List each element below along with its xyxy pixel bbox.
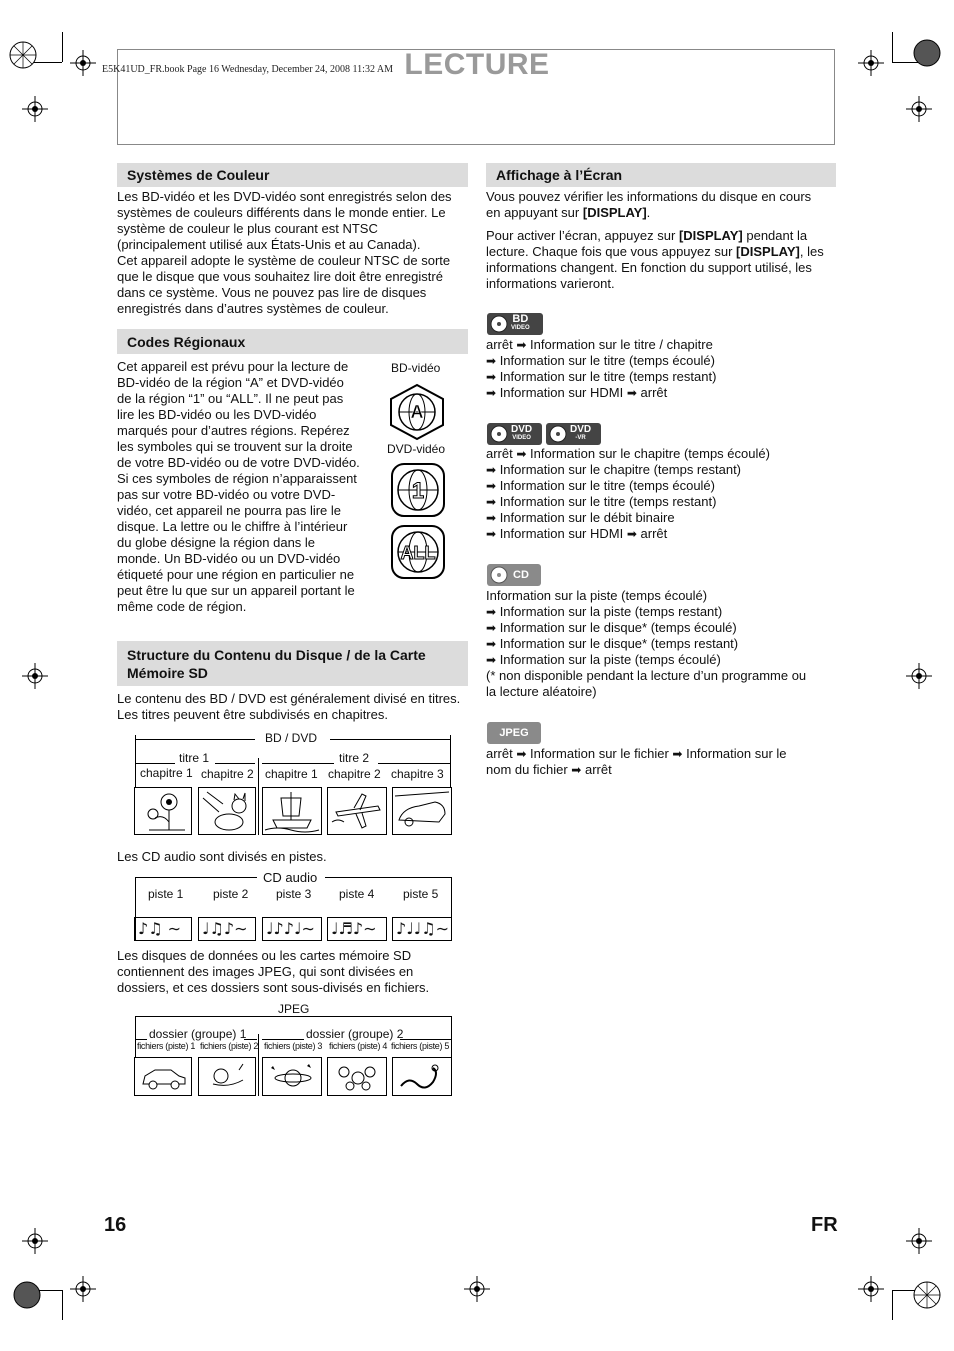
data-disc-intro — [117, 948, 469, 996]
region-1-number: 1 — [411, 478, 425, 503]
text-line: enregistrés dans d’autres systèmes de couleur. — [117, 301, 389, 316]
text-span: en appuyant sur — [486, 205, 583, 220]
text-line: lire les BD-vidéo ou les DVD-vidéo — [117, 407, 317, 422]
text-line — [486, 244, 838, 260]
badge-text: BD — [512, 313, 529, 325]
text-span: Information sur le fichier — [530, 746, 669, 761]
text-line: Les disques de données ou les cartes mémoire SD — [117, 948, 412, 963]
chapter-label: chapitre 3 — [391, 767, 444, 781]
cd-audio-label: CD audio — [263, 870, 318, 885]
text-line: informations varieront. — [486, 276, 615, 291]
chapter-label: chapitre 1 — [265, 767, 318, 781]
arrow-icon: ➡ — [571, 763, 582, 777]
track-label: piste 4 — [339, 887, 375, 901]
text-span: Information sur le titre (temps restant) — [499, 369, 717, 384]
display-key: [DISPLAY] — [736, 244, 800, 259]
badge-text: DVD — [511, 424, 533, 435]
disc-icon — [489, 424, 509, 444]
arrow-icon: ➡ — [516, 338, 527, 352]
sequence-line — [486, 353, 838, 369]
arrow-icon: ➡ — [486, 386, 497, 400]
crosshair-icon — [22, 663, 48, 689]
file-label: fichiers (piste) 2 — [200, 1041, 259, 1051]
text-line: du globe désigne la région dans le — [117, 535, 316, 550]
arrow-icon: ➡ — [672, 747, 683, 761]
sequence-note: la lecture aléatoire) — [486, 684, 597, 699]
text-line — [486, 205, 838, 221]
dvd-vr-badge — [546, 423, 601, 445]
crosshair-icon — [906, 663, 932, 689]
text-span: Information sur la piste (temps écoulé) — [499, 652, 721, 667]
heading-text: Affichage à l’Écran — [496, 167, 623, 183]
badge-sub: VIDEO — [512, 435, 531, 441]
text-line: systèmes de couleurs différents dans le monde entier. Le — [117, 205, 446, 220]
track-label: piste 1 — [148, 887, 184, 901]
crosshair-icon — [464, 1276, 490, 1302]
page-title: LECTURE — [404, 48, 550, 81]
sequence-line — [486, 369, 838, 385]
sequence-line — [486, 604, 838, 620]
text-span: Information sur le titre (temps écoulé) — [499, 353, 715, 368]
chapter-label: chapitre 2 — [201, 767, 254, 781]
text-span: Information sur le débit binaire — [499, 510, 675, 525]
sequence-line — [486, 337, 838, 353]
chapter-label: chapitre 1 — [140, 766, 193, 780]
text-span: nom du fichier — [486, 762, 568, 777]
crosshair-icon — [858, 1276, 884, 1302]
cd-badge — [487, 564, 541, 586]
music-notes-icon: ♩♫♪∼ — [198, 917, 256, 941]
text-line: les symboles qui se trouvent sur la droite — [117, 439, 353, 454]
color-systems-paragraph — [117, 189, 469, 317]
heading-text: Codes Régionaux — [127, 333, 246, 350]
text-span: Information sur le chapitre (temps écoulé) — [530, 446, 770, 461]
text-span: Information sur le disque* (temps écoulé) — [499, 620, 737, 635]
folder-label: dossier (groupe) 2 — [306, 1027, 404, 1041]
sequence-line: Information sur la piste (temps écoulé) — [486, 588, 708, 603]
page-number: 16 — [104, 1214, 127, 1236]
dvd-sequence — [486, 446, 838, 542]
sequence-line — [486, 762, 838, 778]
text-line: marqués pour d’autres régions. Repérez — [117, 423, 350, 438]
text-line — [486, 228, 838, 244]
display-intro — [486, 189, 838, 221]
disc-icon — [489, 565, 509, 585]
badge-text: DVD — [570, 424, 592, 435]
crosshair-icon — [906, 1228, 932, 1254]
jpeg-label: JPEG — [278, 1002, 310, 1016]
text-span: Information sur le disque* (temps restant) — [499, 636, 739, 651]
track-label: piste 2 — [213, 887, 249, 901]
heading-text: Mémoire SD — [127, 664, 208, 681]
track-label: piste 3 — [276, 887, 312, 901]
dvd-video-badge — [487, 423, 542, 445]
heading-text: Structure du Contenu du Disque / de la Carte — [127, 646, 426, 663]
region-a-globe-icon — [389, 383, 445, 441]
cd-sequence — [486, 588, 838, 700]
sequence-line — [486, 385, 838, 401]
text-line: Cet appareil est prévu pour la lecture de — [117, 359, 349, 374]
display-key: [DISPLAY] — [582, 205, 647, 220]
text-line: pas sur votre BD-vidéo ou votre DVD- — [117, 487, 336, 502]
sequence-line — [486, 478, 838, 494]
arrow-icon: ➡ — [626, 386, 637, 400]
text-line: (principalement utilisé aux États-Unis et au Canada). — [117, 237, 421, 252]
badge-text: JPEG — [499, 727, 529, 739]
section-heading-color-systems — [117, 163, 468, 187]
text-span: . — [646, 205, 651, 220]
sequence-line — [486, 652, 838, 668]
bd-dvd-label: BD / DVD — [265, 731, 318, 745]
arrow-icon: ➡ — [486, 605, 497, 619]
region-all-text: ALL — [400, 543, 436, 563]
text-line: Le contenu des BD / DVD est généralement divisé en titres. — [117, 691, 461, 706]
music-notes-icon: ♪♫ ∼ — [134, 917, 192, 941]
text-span: pendant la — [742, 228, 808, 243]
bd-sequence — [486, 337, 838, 401]
heading-text: Systèmes de Couleur — [127, 167, 270, 183]
text-span: Information sur la piste (temps restant) — [499, 604, 723, 619]
jpeg-badge — [487, 722, 541, 744]
arrow-icon: ➡ — [486, 479, 497, 493]
text-line: contiennent des images JPEG, qui sont divisées en — [117, 964, 414, 979]
text-line: Les titres peuvent être subdivisés en chapitres. — [117, 707, 388, 722]
text-span: lecture. Chaque fois que vous appuyez sur — [486, 244, 737, 259]
text-span: arrêt — [486, 746, 513, 761]
sequence-line — [486, 510, 838, 526]
section-heading-region-codes — [117, 329, 468, 354]
flower-illustration — [134, 787, 192, 835]
track-label: piste 5 — [403, 887, 439, 901]
file-label: fichiers (piste) 1 — [137, 1041, 196, 1051]
section-heading-display — [486, 163, 836, 187]
language-code: FR — [811, 1214, 838, 1236]
text-line: Les BD-vidéo et les DVD-vidéo sont enregistrés selon des — [117, 189, 452, 204]
jpeg-sequence — [486, 746, 838, 778]
book-info-line: E5K41UD_FR.book Page 16 Wednesday, December 24, 2008 11:32 AM — [102, 64, 394, 75]
cat-illustration — [198, 787, 256, 835]
text-span: Information sur le titre (temps restant) — [499, 494, 717, 509]
region-codes-paragraph — [117, 359, 379, 615]
disc-icon — [489, 314, 509, 334]
region-all-globe-icon — [390, 524, 446, 580]
sequence-line — [486, 494, 838, 510]
crosshair-icon — [70, 1276, 96, 1302]
arrow-icon: ➡ — [486, 527, 497, 541]
title-1-label: titre 1 — [179, 751, 210, 765]
bd-video-badge — [487, 313, 543, 335]
display-instructions — [486, 228, 838, 292]
region-1-globe-icon — [390, 462, 446, 518]
arrow-icon: ➡ — [486, 653, 497, 667]
dvd-video-label: DVD-vidéo — [387, 442, 446, 456]
text-span: , les — [799, 244, 824, 259]
text-span: Information sur le — [686, 746, 787, 761]
text-line: dans ce système. Vous ne pouvez pas lire de disques — [117, 285, 427, 300]
section-heading-structure — [117, 641, 468, 686]
badge-text: CD — [513, 569, 529, 581]
car-image-icon — [134, 1057, 192, 1096]
text-line: vidéo, cet appareil ne pourra pas lire le — [117, 503, 342, 518]
text-span: arrêt — [486, 337, 513, 352]
text-line: même code de région. — [117, 599, 247, 614]
text-line: étiqueté pour une région en particulier ne — [117, 567, 355, 582]
text-line: peut être lu que sur un appareil portant le — [117, 583, 355, 598]
text-span: arrêt — [640, 385, 668, 400]
text-line: système de couleur le plus courant est NTSC — [117, 221, 378, 236]
sequence-line — [486, 636, 838, 652]
registration-mark-icon — [912, 1280, 942, 1310]
arrow-icon: ➡ — [486, 354, 497, 368]
text-line: que le disque que vous souhaitez lire doit être enregistré — [117, 269, 443, 284]
arrow-icon: ➡ — [486, 370, 497, 384]
text-span: arrêt — [584, 762, 612, 777]
title-2-label: titre 2 — [339, 751, 370, 765]
music-notes-icon: ♩♪♪♩∼ — [262, 917, 322, 941]
badge-sub: VIDEO — [511, 325, 530, 331]
sequence-note: (* non disponible pendant la lecture d’un programme ou — [486, 668, 807, 683]
sequence-line — [486, 620, 838, 636]
region-a-letter: A — [410, 402, 424, 422]
snail-image-icon — [198, 1057, 256, 1096]
crosshair-icon — [906, 96, 932, 122]
arrow-icon: ➡ — [516, 747, 527, 761]
sequence-line — [486, 526, 838, 542]
registration-mark-icon — [12, 1280, 42, 1310]
ship-illustration — [262, 787, 322, 835]
text-span: Information sur le chapitre (temps restant) — [499, 462, 742, 477]
arrow-icon: ➡ — [486, 495, 497, 509]
sequence-line — [486, 746, 838, 762]
airplane-illustration — [327, 787, 387, 835]
worm-image-icon — [392, 1057, 452, 1096]
arrow-icon: ➡ — [486, 463, 497, 477]
arrow-icon: ➡ — [516, 447, 527, 461]
arrow-icon: ➡ — [626, 527, 637, 541]
crosshair-icon — [22, 1228, 48, 1254]
sequence-line — [486, 462, 838, 478]
text-span: Information sur le titre / chapitre — [530, 337, 713, 352]
text-line: Si ces symboles de région n’apparaissent — [117, 471, 357, 486]
text-line: Cet appareil adopte le système de couleur NTSC de sorte — [117, 253, 451, 268]
music-notes-icon: ♪♩♩♫∼ — [392, 917, 452, 941]
text-span: Information sur le titre (temps écoulé) — [499, 478, 715, 493]
sequence-line — [486, 446, 838, 462]
file-label: fichiers (piste) 3 — [264, 1041, 323, 1051]
flowers-image-icon — [327, 1057, 387, 1096]
text-line: monde. Un BD-vidéo ou un DVD-vidéo — [117, 551, 341, 566]
display-key: [DISPLAY] — [678, 228, 743, 243]
file-label: fichiers (piste) 5 — [391, 1041, 450, 1051]
text-line: disque. La lettre ou le chiffre à l’intérieur — [117, 519, 348, 534]
planet-image-icon — [262, 1057, 322, 1096]
car-illustration — [392, 787, 452, 835]
text-span: Information sur HDMI — [499, 385, 624, 400]
text-line: BD-vidéo de la région “A” et DVD-vidéo — [117, 375, 344, 390]
badge-sub: -VR — [575, 435, 586, 441]
text-span: arrêt — [640, 526, 668, 541]
folder-label: dossier (groupe) 1 — [149, 1027, 247, 1041]
text-line: de la région “1” ou “ALL”. Il ne peut pas — [117, 391, 344, 406]
music-notes-icon: ♩♬♪∼ — [327, 917, 387, 941]
text-span: Information sur HDMI — [499, 526, 624, 541]
arrow-icon: ➡ — [486, 637, 497, 651]
arrow-icon: ➡ — [486, 511, 497, 525]
text-span: Pour activer l’écran, appuyez sur — [486, 228, 679, 243]
text-line: Vous pouvez vérifier les informations du disque en cours — [486, 189, 812, 204]
file-label: fichiers (piste) 4 — [329, 1041, 388, 1051]
arrow-icon: ➡ — [486, 621, 497, 635]
text-line: de votre BD-vidéo ou de votre DVD-vidéo. — [117, 455, 360, 470]
disc-icon — [548, 424, 568, 444]
crosshair-icon — [22, 96, 48, 122]
text-line: informations changent. En fonction du support utilisé, les — [486, 260, 812, 275]
bd-video-label: BD-vidéo — [391, 361, 441, 375]
chapter-label: chapitre 2 — [328, 767, 381, 781]
structure-intro — [117, 691, 469, 723]
text-line: dossiers, et ces dossiers sont sous-divisés en fichiers. — [117, 980, 430, 995]
text-span: arrêt — [486, 446, 513, 461]
cd-intro: Les CD audio sont divisés en pistes. — [117, 849, 327, 864]
